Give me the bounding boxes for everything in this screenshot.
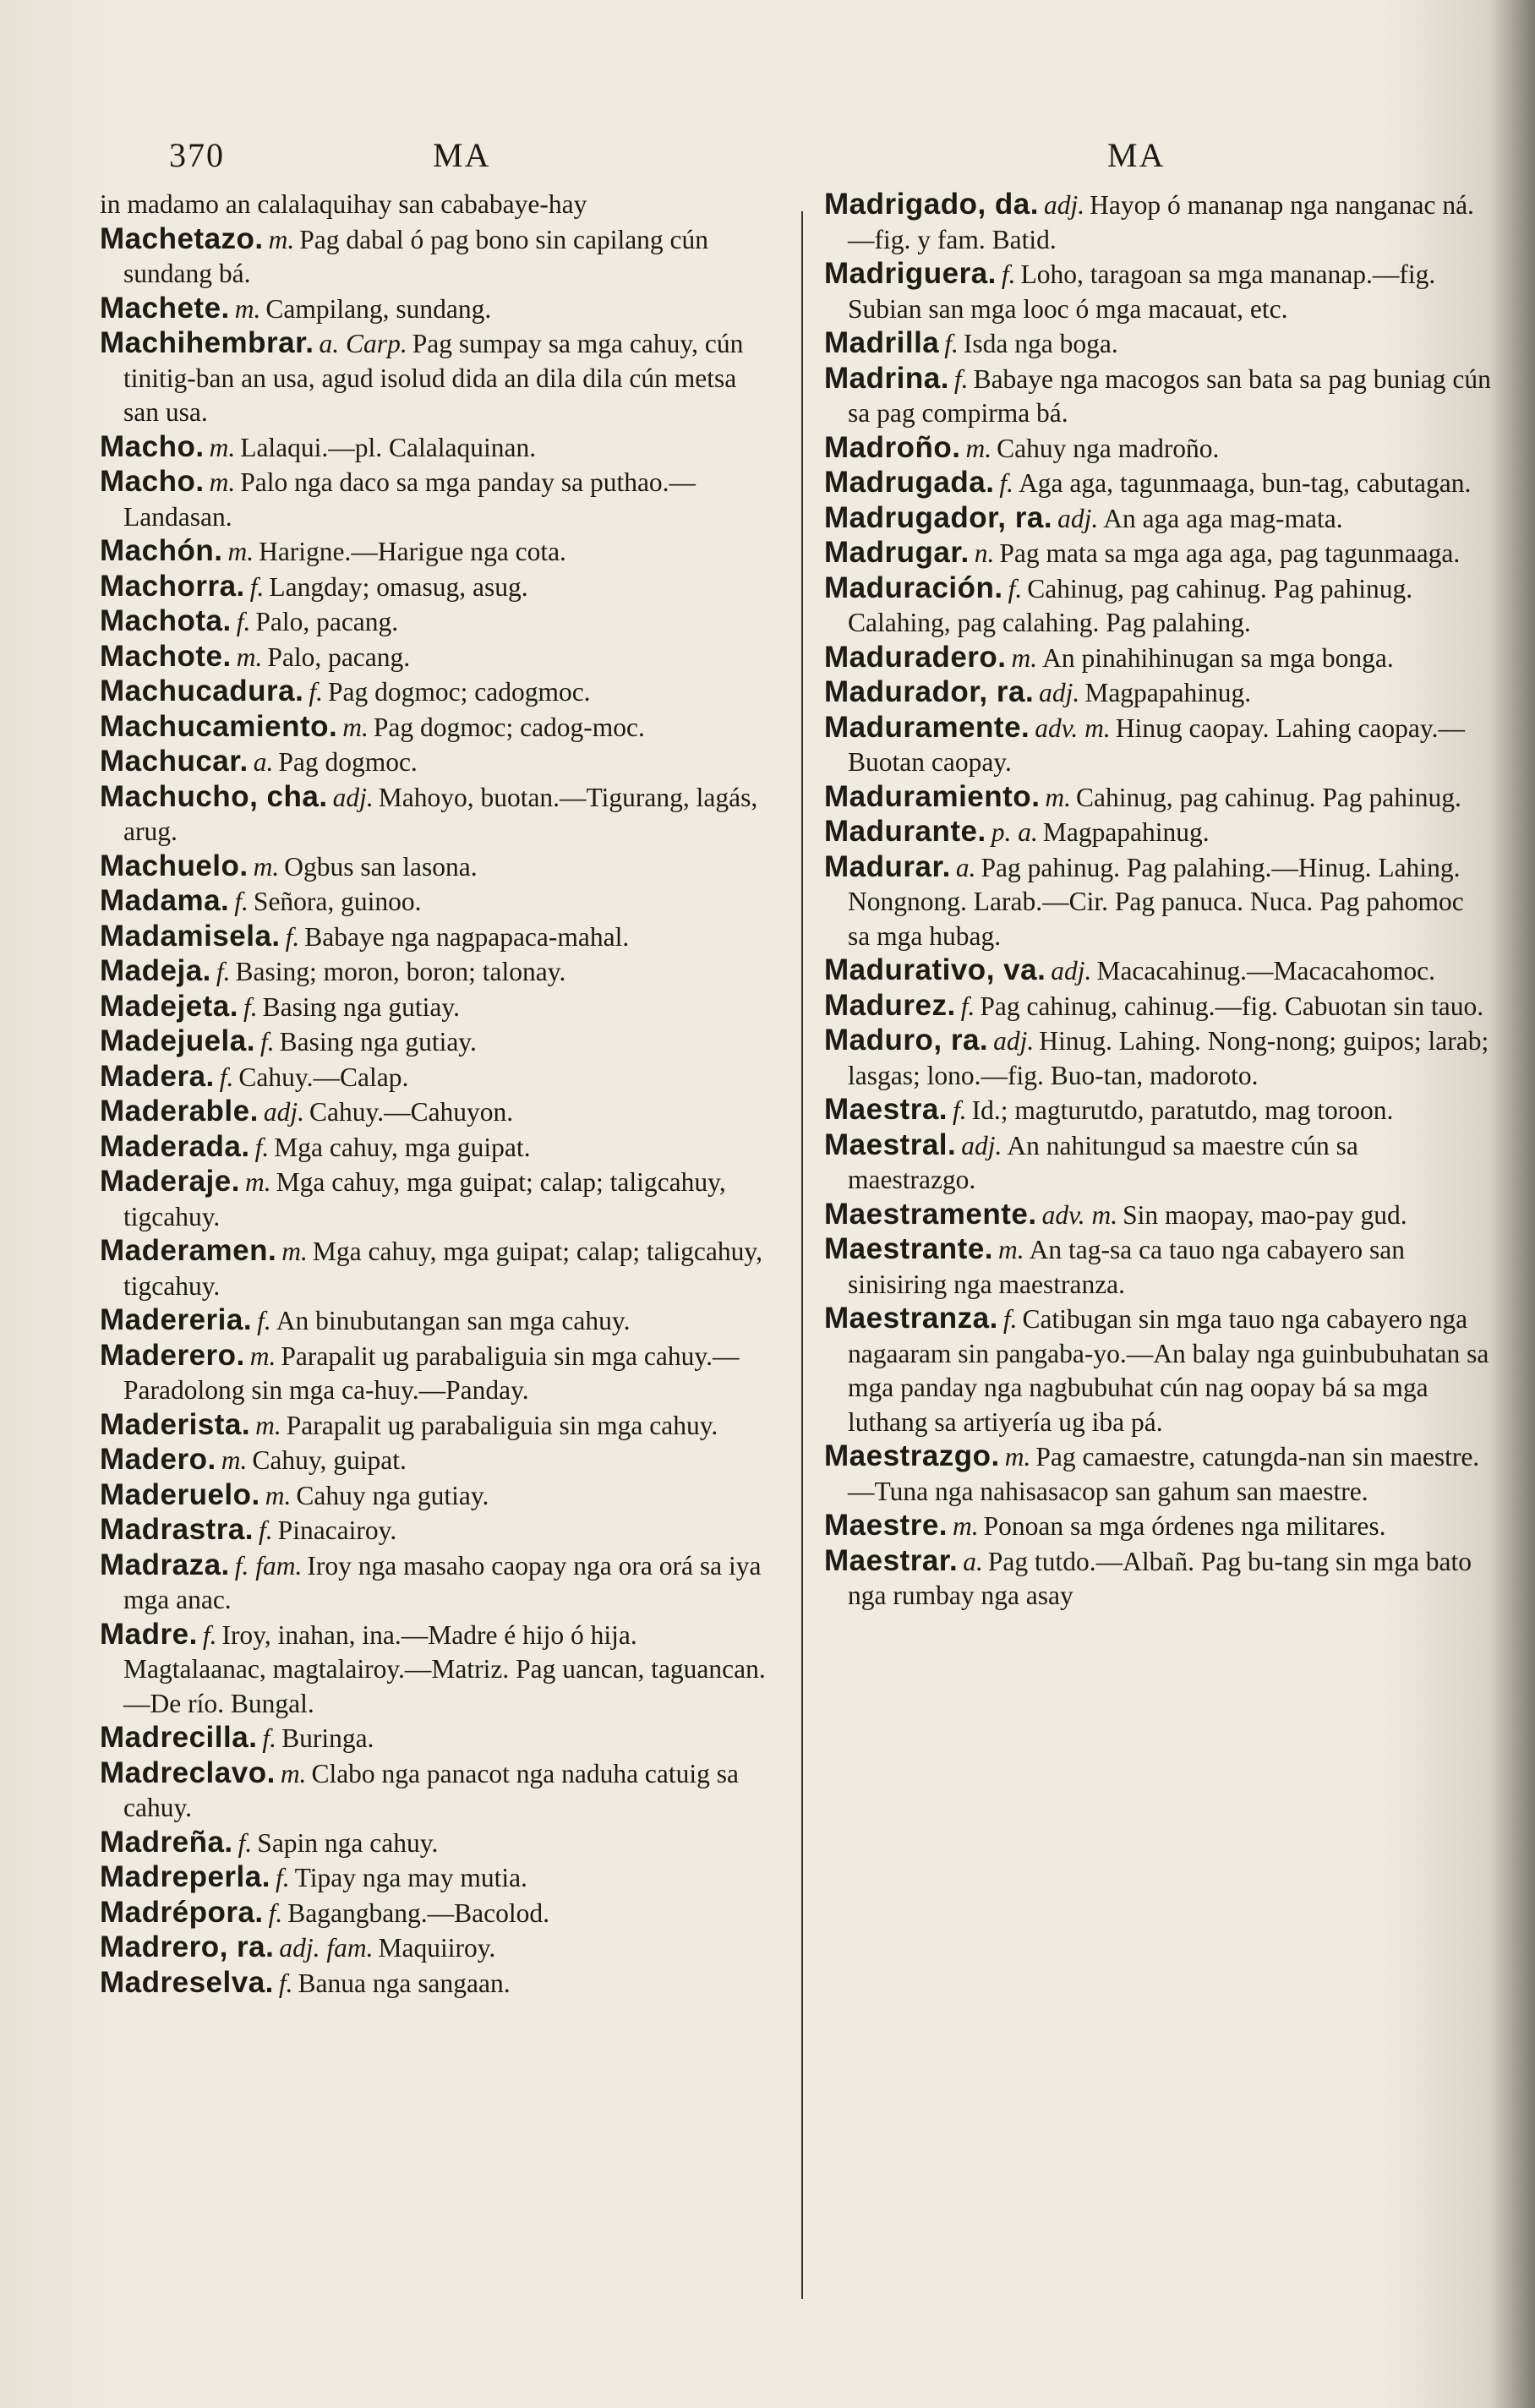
grammar-label: m.: [255, 1410, 281, 1440]
grammar-label: m.: [1004, 1442, 1031, 1472]
right-entry-list: [824, 188, 1492, 1614]
definition: Sapin nga cahuy.: [257, 1827, 439, 1858]
dictionary-entry: [824, 1509, 1492, 1544]
headword: Maderista.: [100, 1407, 251, 1441]
dictionary-entry: [824, 989, 1492, 1024]
grammar-label: a.: [963, 1546, 983, 1576]
grammar-label: f.: [249, 571, 265, 602]
grammar-label: m.: [280, 1758, 307, 1788]
definition: Loho, taragoan sa mga mananap.—fig. Subian san mga looc ó mga macauat, etc.: [848, 259, 1436, 324]
dictionary-entry: [100, 604, 776, 640]
grammar-label: m.: [253, 851, 280, 882]
dictionary-entry: [100, 1408, 776, 1444]
headword: Machón.: [100, 534, 223, 567]
definition: Campilang, sundang.: [265, 293, 492, 324]
grammar-label: f.: [262, 1723, 277, 1753]
definition: Palo, pacang.: [255, 607, 399, 636]
grammar-label: m.: [281, 1237, 308, 1266]
grammar-label: m.: [221, 1445, 248, 1475]
headword: Madurar.: [824, 849, 951, 883]
left-entry-list: [100, 222, 776, 2001]
grammar-label: adj. fam.: [279, 1933, 374, 1963]
grammar-label: m.: [268, 224, 295, 254]
grammar-label: adj.: [1039, 678, 1080, 707]
definition: Mga cahuy, mga guipat.: [274, 1132, 531, 1162]
definition: Cahuy.—Cahuyon.: [309, 1097, 514, 1127]
dictionary-entry: [100, 710, 776, 745]
grammar-label: m.: [342, 712, 369, 742]
headword: Madrépora.: [100, 1895, 264, 1929]
dictionary-entry: [100, 1618, 776, 1722]
definition: Langday; omasug, asug.: [269, 571, 528, 602]
definition: An aga aga mag-mata.: [1103, 503, 1343, 533]
grammar-label: f.: [1001, 259, 1016, 289]
headword: Machorra.: [100, 569, 245, 603]
dictionary-entry: [100, 430, 776, 466]
headword: Madereria.: [100, 1303, 253, 1336]
definition: Catibugan sin mga tauo nga cabayero nga nagaaram sin pangaba-yo.—An balay nga guinbubuhatan sa mga panday nga nagbubuhat cún nag oopay bá sa mga luthang sa artiyería ug iba pá.: [848, 1304, 1489, 1437]
dictionary-entry: [100, 1756, 776, 1826]
dictionary-entry: [100, 1930, 776, 1966]
dictionary-entry: [824, 641, 1492, 676]
dictionary-entry: [100, 1130, 776, 1166]
definition: Parapalit ug parabaliguia sin mga cahuy.—Paradolong sin mga ca-huy.—Panday.: [123, 1341, 740, 1405]
definition: Pag pahinug. Pag palahing.—Hinug. Lahing. Nongnong. Larab.—Cir. Pag panuca. Nuca. Pag pahomoc sa mga hubag.: [848, 852, 1464, 951]
headword: Madurativo, va.: [824, 953, 1046, 986]
grammar-label: a. Carp.: [319, 329, 407, 358]
grammar-label: adj.: [1051, 956, 1092, 986]
definition: Pag sumpay sa mga cahuy, cún tinitig-ban an usa, agud isolud dida an dila dila cún metsa san usa.: [123, 329, 744, 427]
dictionary-entry: [824, 571, 1492, 641]
dictionary-entry: [824, 326, 1492, 362]
dictionary-entry: [824, 815, 1492, 850]
headword: Madamisela.: [100, 919, 281, 953]
grammar-label: f.: [953, 1095, 967, 1125]
definition: Pag dogmoc.: [278, 747, 418, 777]
definition: Cahuy nga gutiay.: [296, 1480, 489, 1510]
definition: An pinahihinugan sa mga bonga.: [1042, 642, 1394, 673]
headword: Machucadura.: [100, 674, 304, 707]
dictionary-entry: [824, 711, 1492, 780]
page-number: 370: [169, 136, 225, 174]
headword: Madera.: [100, 1059, 215, 1093]
definition: Iroy nga masaho caopay nga ora orá sa iya mga anac.: [123, 1550, 762, 1614]
grammar-label: p. a.: [991, 817, 1038, 847]
grammar-label: f.: [238, 1827, 253, 1858]
definition: Ponoan sa mga órdenes nga militares.: [983, 1511, 1386, 1541]
dictionary-entry: [100, 1303, 776, 1339]
headword: Madrugada.: [824, 466, 995, 499]
dictionary-entry: [100, 1860, 776, 1896]
grammar-label: adj.: [961, 1130, 1002, 1160]
dictionary-entry: [100, 570, 776, 605]
definition: Babaye nga macogos san bata sa pag buniag cún sa pag compirma bá.: [848, 363, 1491, 428]
headword: Madreña.: [100, 1825, 233, 1859]
headword: Madurez.: [824, 988, 956, 1022]
definition: Pag dogmoc; cadog-moc.: [373, 712, 645, 742]
grammar-label: f.: [1008, 573, 1023, 603]
dictionary-entry: [824, 501, 1492, 537]
definition: Buringa.: [281, 1723, 374, 1753]
dictionary-entry: [824, 536, 1492, 571]
grammar-label: adj.: [1057, 503, 1099, 533]
dictionary-entry: [100, 326, 776, 430]
headword: Madreselva.: [100, 1965, 274, 1999]
definition: Pag dogmoc; cadogmoc.: [328, 677, 591, 707]
definition: Harigne.—Harigue nga cota.: [259, 537, 566, 566]
headword: Maestramente.: [824, 1197, 1037, 1231]
continuation-text: in madamo an calalaquihay san cababaye-hay: [100, 189, 587, 219]
dictionary-entry: [100, 1443, 776, 1478]
definition: Macacahinug.—Macacahomoc.: [1096, 956, 1436, 986]
definition: An nahitungud sa maestre cún sa maestrazgo.: [848, 1130, 1358, 1194]
headword: Maestrar.: [824, 1543, 959, 1577]
definition: Magpapahinug.: [1084, 678, 1252, 707]
column-divider: [801, 211, 803, 2299]
headword: Macho.: [100, 429, 205, 463]
headword: Maestrante.: [824, 1232, 994, 1265]
headword: Maduramiento.: [824, 779, 1041, 813]
dictionary-entry: [100, 1339, 776, 1408]
grammar-label: a.: [253, 747, 274, 777]
grammar-label: f.: [309, 677, 323, 707]
grammar-label: a.: [955, 852, 976, 882]
headword: Machota.: [100, 604, 232, 637]
definition: Pag tutdo.—Albañ. Pag bu-tang sin mga bato nga rumbay nga asay: [848, 1546, 1472, 1610]
grammar-label: f.: [234, 887, 249, 916]
grammar-label: f.: [285, 921, 300, 952]
headword: Madrilla: [824, 326, 940, 359]
definition: An binubutangan san mga cahuy.: [276, 1306, 631, 1335]
definition: Basing nga gutiay.: [279, 1027, 477, 1057]
headword: Machote.: [100, 639, 232, 673]
definition: Ogbus san lasona.: [284, 851, 478, 882]
definition: Cahuy.—Calap.: [238, 1062, 409, 1092]
headword: Maderero.: [100, 1338, 245, 1372]
grammar-label: f.: [254, 1132, 270, 1162]
dictionary-entry: [100, 780, 776, 849]
headword: Madeja.: [100, 954, 211, 987]
headword: Maduradero.: [824, 640, 1007, 674]
dictionary-entry: [824, 257, 1492, 326]
grammar-label: m.: [234, 293, 261, 324]
grammar-label: f.: [275, 1863, 290, 1892]
dictionary-entry: [100, 292, 776, 327]
grammar-label: f.: [243, 991, 258, 1022]
definition: Basing nga gutiay.: [262, 991, 460, 1022]
headword: Maestre.: [824, 1509, 948, 1542]
definition: Parapalit ug parabaliguia sin mga cahuy.: [286, 1410, 718, 1440]
grammar-label: f.: [216, 957, 231, 986]
dictionary-entry: [824, 362, 1492, 431]
headword: Madrero, ra.: [100, 1930, 275, 1963]
definition: Isda nga boga.: [963, 329, 1118, 358]
headword: Maderable.: [100, 1095, 259, 1128]
headword: Madrina.: [824, 361, 949, 395]
grammar-label: f.: [999, 468, 1014, 498]
headword: Maestral.: [824, 1128, 957, 1161]
headword: Machucho, cha.: [100, 779, 328, 813]
headword: Madrigado, da.: [824, 188, 1039, 221]
grammar-label: f.: [259, 1515, 273, 1545]
definition: Pinacairoy.: [277, 1515, 397, 1545]
headword: Maestrazgo.: [824, 1439, 1000, 1472]
headword: Maderuelo.: [100, 1477, 260, 1511]
headword: Machihembrar.: [100, 326, 314, 359]
definition: Cahuy nga madroño.: [997, 433, 1220, 463]
grammar-label: f.: [202, 1619, 217, 1650]
headword: Machetazo.: [100, 221, 264, 255]
definition: Iroy, inahan, ina.—Madre é hijo ó hija. Magtalaanac, magtalairoy.—Matriz. Pag uancan, taguancan.—De río. Bungal.: [123, 1619, 766, 1718]
dictionary-entry: [100, 222, 776, 292]
headword: Madriguera.: [824, 257, 997, 290]
grammar-label: adj.: [1043, 190, 1085, 220]
definition: Cahinug, pag cahinug. Pag pahinug. Calahing, pag calahing. Pag palahing.: [848, 573, 1413, 637]
definition: Mga cahuy, mga guipat; calap; taligcahuy, tigcahuy.: [123, 1167, 726, 1231]
grammar-label: adj.: [263, 1097, 304, 1127]
headword: Madero.: [100, 1443, 216, 1476]
grammar-label: adv. m.: [1041, 1199, 1118, 1230]
dictionary-entry: [100, 1513, 776, 1548]
definition: Bagangbang.—Bacolod.: [287, 1897, 549, 1928]
definition: Id.; magturutdo, paratutdo, mag toroon.: [971, 1095, 1394, 1125]
grammar-label: m.: [965, 433, 992, 463]
headword: Madre.: [100, 1617, 198, 1651]
dictionary-entry: [100, 640, 776, 675]
grammar-label: adj.: [993, 1026, 1035, 1056]
dictionary-entry: [100, 920, 776, 955]
left-column: [100, 188, 776, 2001]
headword: Machuelo.: [100, 849, 249, 882]
right-column: [824, 188, 1492, 1614]
grammar-label: f.: [219, 1062, 234, 1092]
definition: Señora, guinoo.: [253, 887, 422, 916]
definition: Hinug. Lahing. Nong-nong; guipos; larab; lasgas; lono.—fig. Buo-tan, madoroto.: [848, 1026, 1489, 1090]
dictionary-entry: [824, 1232, 1492, 1302]
definition: Sin maopay, mao-pay gud.: [1123, 1199, 1407, 1230]
definition: Lalaqui.—pl. Calalaquinan.: [240, 432, 537, 462]
dictionary-entry: [100, 1896, 776, 1931]
headword: Madejeta.: [100, 989, 238, 1023]
headword: Machete.: [100, 291, 230, 325]
definition: Pag cahinug, cahinug.—fig. Cabuotan sin tauo.: [980, 991, 1484, 1021]
grammar-label: m.: [1011, 642, 1038, 673]
headword: Madejuela.: [100, 1024, 255, 1057]
definition: Maquiiroy.: [378, 1933, 496, 1963]
headword: Maestranza.: [824, 1302, 998, 1335]
definition: Aga aga, tagunmaaga, bun-tag, cabutagan.: [1019, 468, 1472, 498]
definition: Clabo nga panacot nga naduha catuig sa cahuy.: [123, 1758, 740, 1822]
grammar-label: f. fam.: [234, 1550, 303, 1581]
dictionary-entry: [100, 1721, 776, 1756]
headword: Madreclavo.: [100, 1755, 276, 1789]
headword: Maduración.: [824, 571, 1003, 604]
definition: Hinug caopay. Lahing caopay.—Buotan caopay.: [848, 713, 1465, 777]
definition: Cahinug, pag cahinug. Pag pahinug.: [1076, 782, 1461, 812]
definition: Babaye nga nagpapaca-mahal.: [304, 921, 630, 952]
dictionary-entry: [100, 954, 776, 990]
headword: Macho.: [100, 465, 205, 498]
dictionary-entry: [100, 1966, 776, 2001]
dictionary-entry: [100, 465, 776, 534]
headword: Machucar.: [100, 745, 249, 778]
grammar-label: f.: [268, 1897, 283, 1928]
dictionary-entry: [100, 1234, 776, 1303]
definition: Pag mata sa mga aga aga, pag tagunmaaga.: [999, 538, 1461, 568]
grammar-label: f.: [1002, 1304, 1018, 1334]
dictionary-entry: [100, 1060, 776, 1095]
dictionary-entry: [824, 466, 1492, 501]
definition: Banua nga sangaan.: [298, 1968, 511, 1998]
headword: Machucamiento.: [100, 709, 338, 743]
grammar-label: f.: [236, 607, 251, 636]
definition: Palo, pacang.: [267, 642, 411, 672]
definition: Tipay nga may mutia.: [294, 1863, 527, 1892]
dictionary-entry: [100, 674, 776, 710]
headword: Maderamen.: [100, 1234, 277, 1267]
grammar-label: n.: [974, 538, 995, 568]
headword: Madurante.: [824, 815, 986, 848]
headword: Maestra.: [824, 1093, 948, 1126]
grammar-label: f.: [960, 991, 975, 1021]
dictionary-entry: [824, 953, 1492, 989]
definition: An tag-sa ca tauo nga cabayero san sinisiring nga maestranza.: [848, 1235, 1405, 1299]
definition: Pag dabal ó pag bono sin capilang cún sundang bá.: [123, 224, 709, 288]
headword: Madurador, ra.: [824, 675, 1035, 708]
definition: Pag camaestre, catungda-nan sin maestre.—Tuna nga nahisasacop san gahum san maestre.: [848, 1442, 1480, 1506]
headword: Madrugar.: [824, 536, 970, 569]
definition: Mga cahuy, mga guipat; calap; taligcahuy, tigcahuy.: [123, 1237, 762, 1301]
dictionary-entry: [100, 1478, 776, 1514]
dictionary-entry: [100, 1024, 776, 1060]
headword: Madroño.: [824, 430, 961, 464]
grammar-label: f.: [257, 1306, 271, 1335]
headword: Madreperla.: [100, 1860, 270, 1893]
grammar-label: m.: [209, 467, 236, 497]
grammar-label: m.: [998, 1235, 1024, 1264]
grammar-label: m.: [236, 642, 263, 672]
right-guide-word: MA: [1107, 136, 1166, 174]
headword: Madrastra.: [100, 1513, 254, 1546]
grammar-label: m.: [1045, 782, 1072, 812]
grammar-label: m.: [953, 1511, 979, 1541]
definition: Palo nga daco sa mga panday sa puthao.—Landasan.: [123, 467, 696, 532]
dictionary-entry: [824, 780, 1492, 816]
dictionary-entry: [824, 1024, 1492, 1093]
dictionary-entry: [824, 1093, 1492, 1128]
left-guide-word: MA: [433, 136, 491, 174]
dictionary-entry: [100, 990, 776, 1025]
dictionary-entry: [824, 675, 1492, 711]
grammar-label: m.: [249, 1341, 276, 1371]
headword: Madrugador, ra.: [824, 500, 1053, 534]
dictionary-entry: [824, 188, 1492, 257]
headword: Maduramente.: [824, 710, 1030, 744]
definition: Mahoyo, buotan.—Tigurang, lagás, arug.: [123, 782, 758, 846]
dictionary-entry: [100, 745, 776, 780]
grammar-label: m.: [265, 1480, 292, 1510]
grammar-label: m.: [209, 432, 236, 462]
grammar-label: adj.: [332, 782, 374, 812]
headword: Madrecilla.: [100, 1721, 258, 1754]
dictionary-entry: [824, 850, 1492, 954]
dictionary-entry: [824, 1302, 1492, 1439]
headword: Madama.: [100, 884, 230, 917]
grammar-label: f.: [278, 1968, 293, 1998]
dictionary-entry: [100, 849, 776, 885]
dictionary-entry: [100, 534, 776, 570]
dictionary-entry: [824, 1198, 1492, 1233]
headword: Maduro, ra.: [824, 1024, 989, 1057]
dictionary-entry: [100, 1548, 776, 1618]
grammar-label: m.: [244, 1167, 271, 1197]
dictionary-entry: [100, 1095, 776, 1130]
dictionary-entry: [824, 1439, 1492, 1509]
dictionary-entry: [100, 1165, 776, 1234]
dictionary-entry: [100, 884, 776, 920]
dictionary-entry: [824, 1544, 1492, 1614]
grammar-label: f.: [953, 363, 969, 394]
grammar-label: f.: [259, 1027, 275, 1057]
dictionary-entry: [100, 1826, 776, 1861]
headword: Madraza.: [100, 1548, 230, 1581]
grammar-label: m.: [227, 537, 254, 566]
definition: Hayop ó mananap nga nanganac ná.—fig. y fam. Batid.: [848, 190, 1474, 254]
headword: Maderaje.: [100, 1165, 240, 1198]
definition: Magpapahinug.: [1042, 817, 1210, 847]
dictionary-entry: [824, 431, 1492, 467]
grammar-label: f.: [944, 329, 959, 358]
dictionary-entry: [824, 1128, 1492, 1198]
headword: Maderada.: [100, 1129, 250, 1163]
page-header: [0, 135, 1535, 186]
definition: Cahuy, guipat.: [252, 1445, 407, 1475]
grammar-label: adv. m.: [1035, 713, 1111, 743]
definition: Basing; moron, boron; talonay.: [235, 957, 566, 986]
